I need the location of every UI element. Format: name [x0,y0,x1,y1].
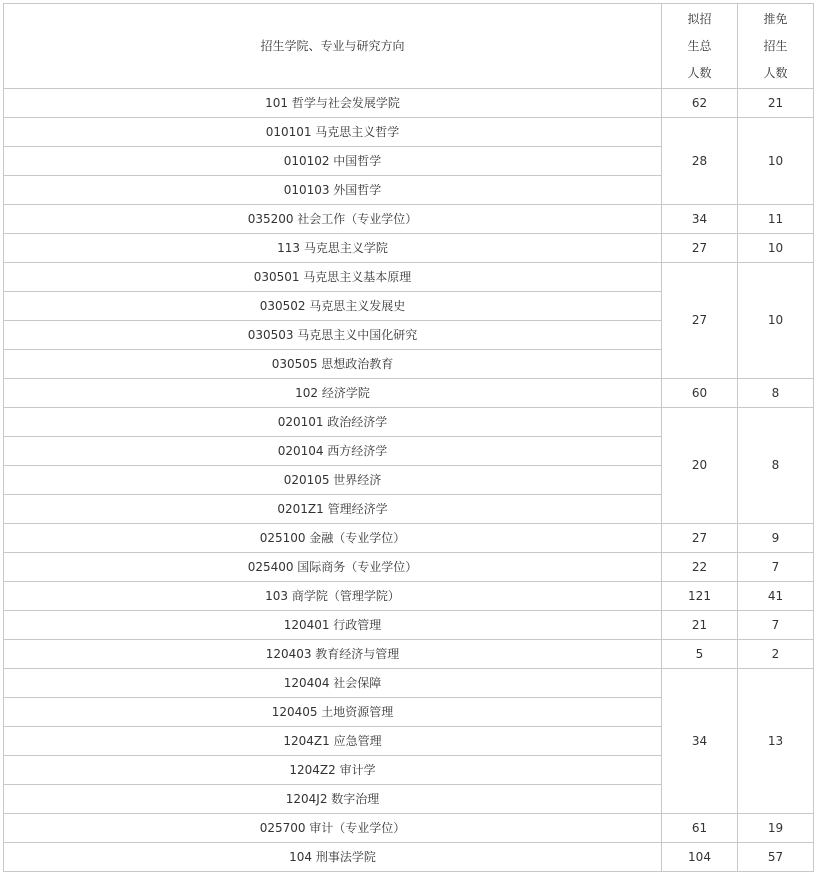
exempt-count-cell: 41 [738,582,814,611]
header-line: 拟招 [687,11,712,26]
table-row [4,611,814,640]
exempt-count-cell: 7 [738,611,814,640]
planned-total-cell: 34 [662,205,738,234]
table-row [4,814,814,843]
major-name-cell: 104 刑事法学院 [4,843,662,872]
major-name-cell: 020104 西方经济学 [4,437,662,466]
planned-total-cell: 104 [662,843,738,872]
planned-total-cell: 28 [662,118,738,205]
planned-total-cell: 121 [662,582,738,611]
major-name-cell: 025400 国际商务（专业学位） [4,553,662,582]
planned-total-cell: 34 [662,669,738,814]
header-planned-total [662,4,738,89]
exempt-count-cell: 11 [738,205,814,234]
planned-total-cell: 21 [662,611,738,640]
planned-total-cell: 27 [662,524,738,553]
planned-total-cell: 20 [662,408,738,524]
planned-total-cell: 61 [662,814,738,843]
planned-total-cell: 22 [662,553,738,582]
exempt-count-cell: 19 [738,814,814,843]
header-exempt-count [738,4,814,89]
header-line: 招生 [763,38,788,53]
table-row [4,205,814,234]
major-name-cell: 1204Z1 应急管理 [4,727,662,756]
major-name-cell: 025100 金融（专业学位） [4,524,662,553]
table-row [4,234,814,263]
planned-total-cell: 60 [662,379,738,408]
table-row [4,524,814,553]
major-name-cell: 010102 中国哲学 [4,147,662,176]
table-row [4,379,814,408]
exempt-count-cell: 7 [738,553,814,582]
header-line: 人数 [763,65,788,80]
planned-total-cell: 62 [662,89,738,118]
exempt-count-cell: 8 [738,408,814,524]
exempt-count-cell: 21 [738,89,814,118]
exempt-count-cell: 8 [738,379,814,408]
major-name-cell: 030505 思想政治教育 [4,350,662,379]
major-name-cell: 1204J2 数字治理 [4,785,662,814]
header-line: 生总 [687,38,712,53]
major-name-cell: 120403 教育经济与管理 [4,640,662,669]
major-name-cell: 020105 世界经济 [4,466,662,495]
table-row [4,843,814,872]
exempt-count-cell: 10 [738,234,814,263]
table-header-row [4,4,814,89]
major-name-cell: 103 商学院（管理学院） [4,582,662,611]
table-row [4,582,814,611]
major-name-cell: 025700 审计（专业学位） [4,814,662,843]
exempt-count-cell: 2 [738,640,814,669]
major-name-cell: 035200 社会工作（专业学位） [4,205,662,234]
planned-total-cell: 5 [662,640,738,669]
major-name-cell: 010101 马克思主义哲学 [4,118,662,147]
table-row [4,263,814,292]
major-name-cell: 120404 社会保障 [4,669,662,698]
table-row [4,118,814,147]
exempt-count-cell: 9 [738,524,814,553]
enrollment-table [3,3,814,872]
exempt-count-cell: 13 [738,669,814,814]
major-name-cell: 030502 马克思主义发展史 [4,292,662,321]
major-name-cell: 120401 行政管理 [4,611,662,640]
major-name-cell: 0201Z1 管理经济学 [4,495,662,524]
exempt-count-cell: 57 [738,843,814,872]
header-line: 推免 [763,11,788,26]
major-name-cell: 120405 土地资源管理 [4,698,662,727]
table-row [4,553,814,582]
major-name-cell: 113 马克思主义学院 [4,234,662,263]
header-college-major: 招生学院、专业与研究方向 [4,4,662,89]
major-name-cell: 1204Z2 审计学 [4,756,662,785]
table-row [4,669,814,698]
major-name-cell: 030501 马克思主义基本原理 [4,263,662,292]
major-name-cell: 101 哲学与社会发展学院 [4,89,662,118]
major-name-cell: 010103 外国哲学 [4,176,662,205]
major-name-cell: 020101 政治经济学 [4,408,662,437]
major-name-cell: 030503 马克思主义中国化研究 [4,321,662,350]
planned-total-cell: 27 [662,263,738,379]
major-name-cell: 102 经济学院 [4,379,662,408]
header-line: 人数 [687,65,712,80]
table-row [4,640,814,669]
planned-total-cell: 27 [662,234,738,263]
exempt-count-cell: 10 [738,118,814,205]
table-row [4,408,814,437]
table-row [4,89,814,118]
exempt-count-cell: 10 [738,263,814,379]
